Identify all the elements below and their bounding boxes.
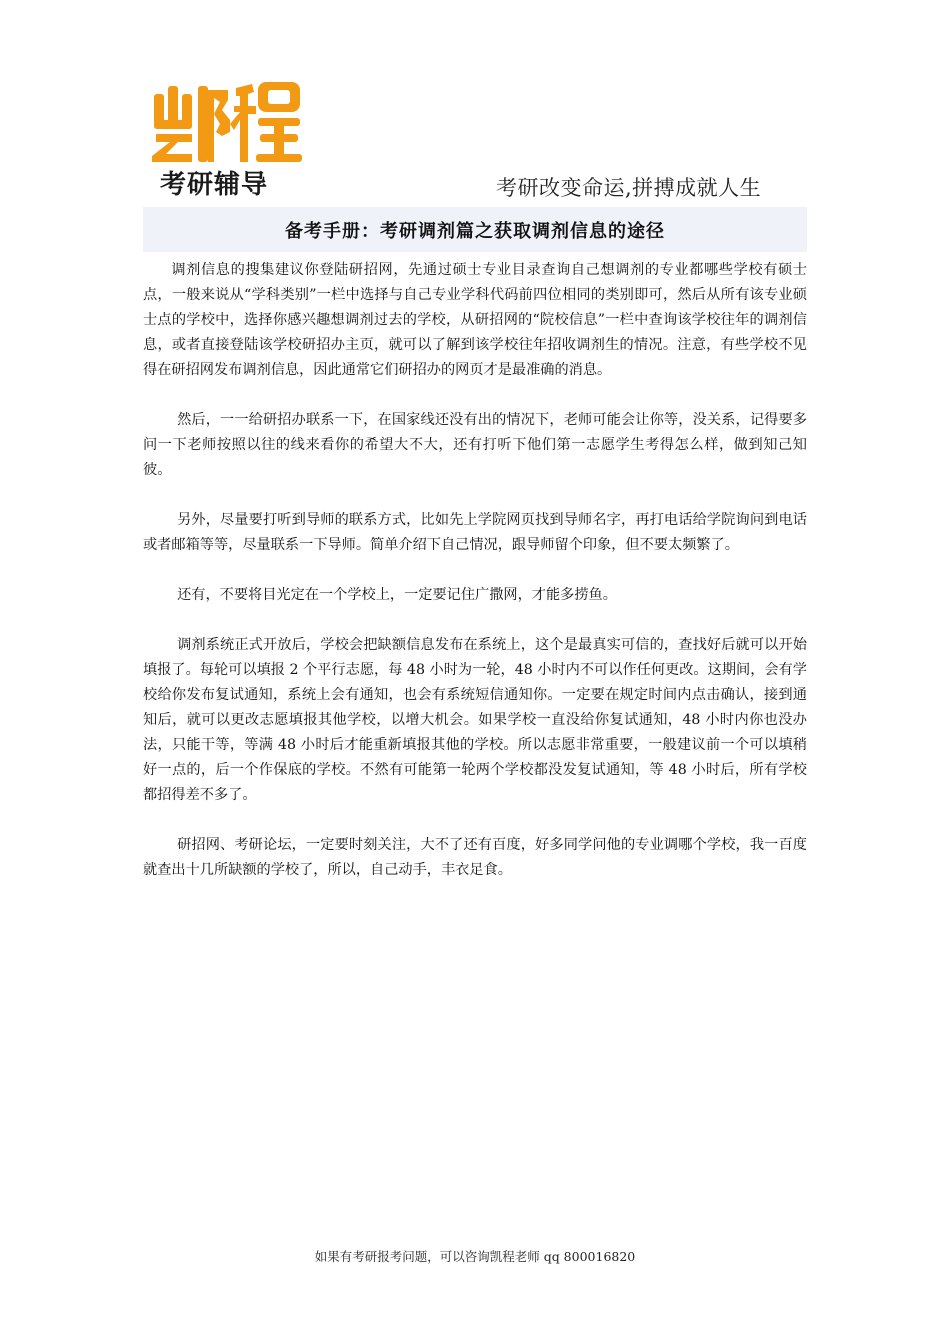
footer-contact: 如果有考研报考问题，可以咨询凯程老师 qq 800016820 (314, 1249, 636, 1264)
paragraph: 调剂系统正式开放后，学校会把缺额信息发布在系统上，这个是最真实可信的，查找好后就可以开始填报了。每轮可以填报 2 个平行志愿，每 48 小时为一轮，48 小时内不可以作任何更改。这期间，会有学校给你发布复试通知，系统上会有通知，也会有系统短信通知你。一定要在规定时间内点击确认，接到通知后，就可以更改志愿填报其他学校，以增大机会。如果学校一直没给你复试通知，48 小时内你也没办法，只能干等，等满 48 小时后才能重新填报其他的学校。所以志愿非常重要，一般建议前一个可以填稍好一点的，后一个作保底的学校。不然有可能第一轮两个学校都没发复试通知，等 48 小时后，所有学校都招得差不多了。 (143, 637, 807, 803)
paragraph: 研招网、考研论坛，一定要时刻关注，大不了还有百度，好多同学问他的专业调哪个学校，我一百度就查出十几所缺额的学校了，所以，自己动手，丰衣足食。 (143, 837, 807, 878)
kaicheng-logo (148, 72, 308, 202)
paragraph: 还有，不要将目光定在一个学校上，一定要记住广撒网，才能多捞鱼。 (177, 587, 617, 603)
paragraph: 调剂信息的搜集建议你登陆研招网，先通过硕士专业目录查询自己想调剂的专业都哪些学校有硕士点，一般来说从“学科类别”一栏中选择与自己专业学科代码前四位相同的类别即可，然后从所有该专业硕士点的学校中，选择你感兴趣想调剂过去的学校，从研招网的“院校信息”一栏中查询该学校往年的调剂信息，或者直接登陆该学校研招办主页，就可以了解到该学校往年招收调剂生的情况。注意，有些学校不见得在研招网发布调剂信息，因此通常它们研招办的网页才是最准确的消息。 (143, 262, 807, 378)
title-bar (143, 207, 807, 252)
logo-subtitle: 考研辅导 (160, 170, 269, 200)
paragraph: 然后，一一给研招办联系一下，在国家线还没有出的情况下，老师可能会让你等，没关系，记得要多问一下老师按照以往的线来看你的希望大不大，还有打听下他们第一志愿学生考得怎么样，做到知己知彼。 (143, 412, 807, 478)
document-title: 备考手册：考研调剂篇之获取调剂信息的途径 (285, 220, 665, 242)
slogan: 考研改变命运,拼搏成就人生 (496, 176, 762, 200)
document-body (143, 258, 807, 908)
paragraph: 另外，尽量要打听到导师的联系方式，比如先上学院网页找到导师名字，再打电话给学院询问到电话或者邮箱等等，尽量联系一下导师。简单介绍下自己情况，跟导师留个印象，但不要太频繁了。 (143, 512, 807, 553)
